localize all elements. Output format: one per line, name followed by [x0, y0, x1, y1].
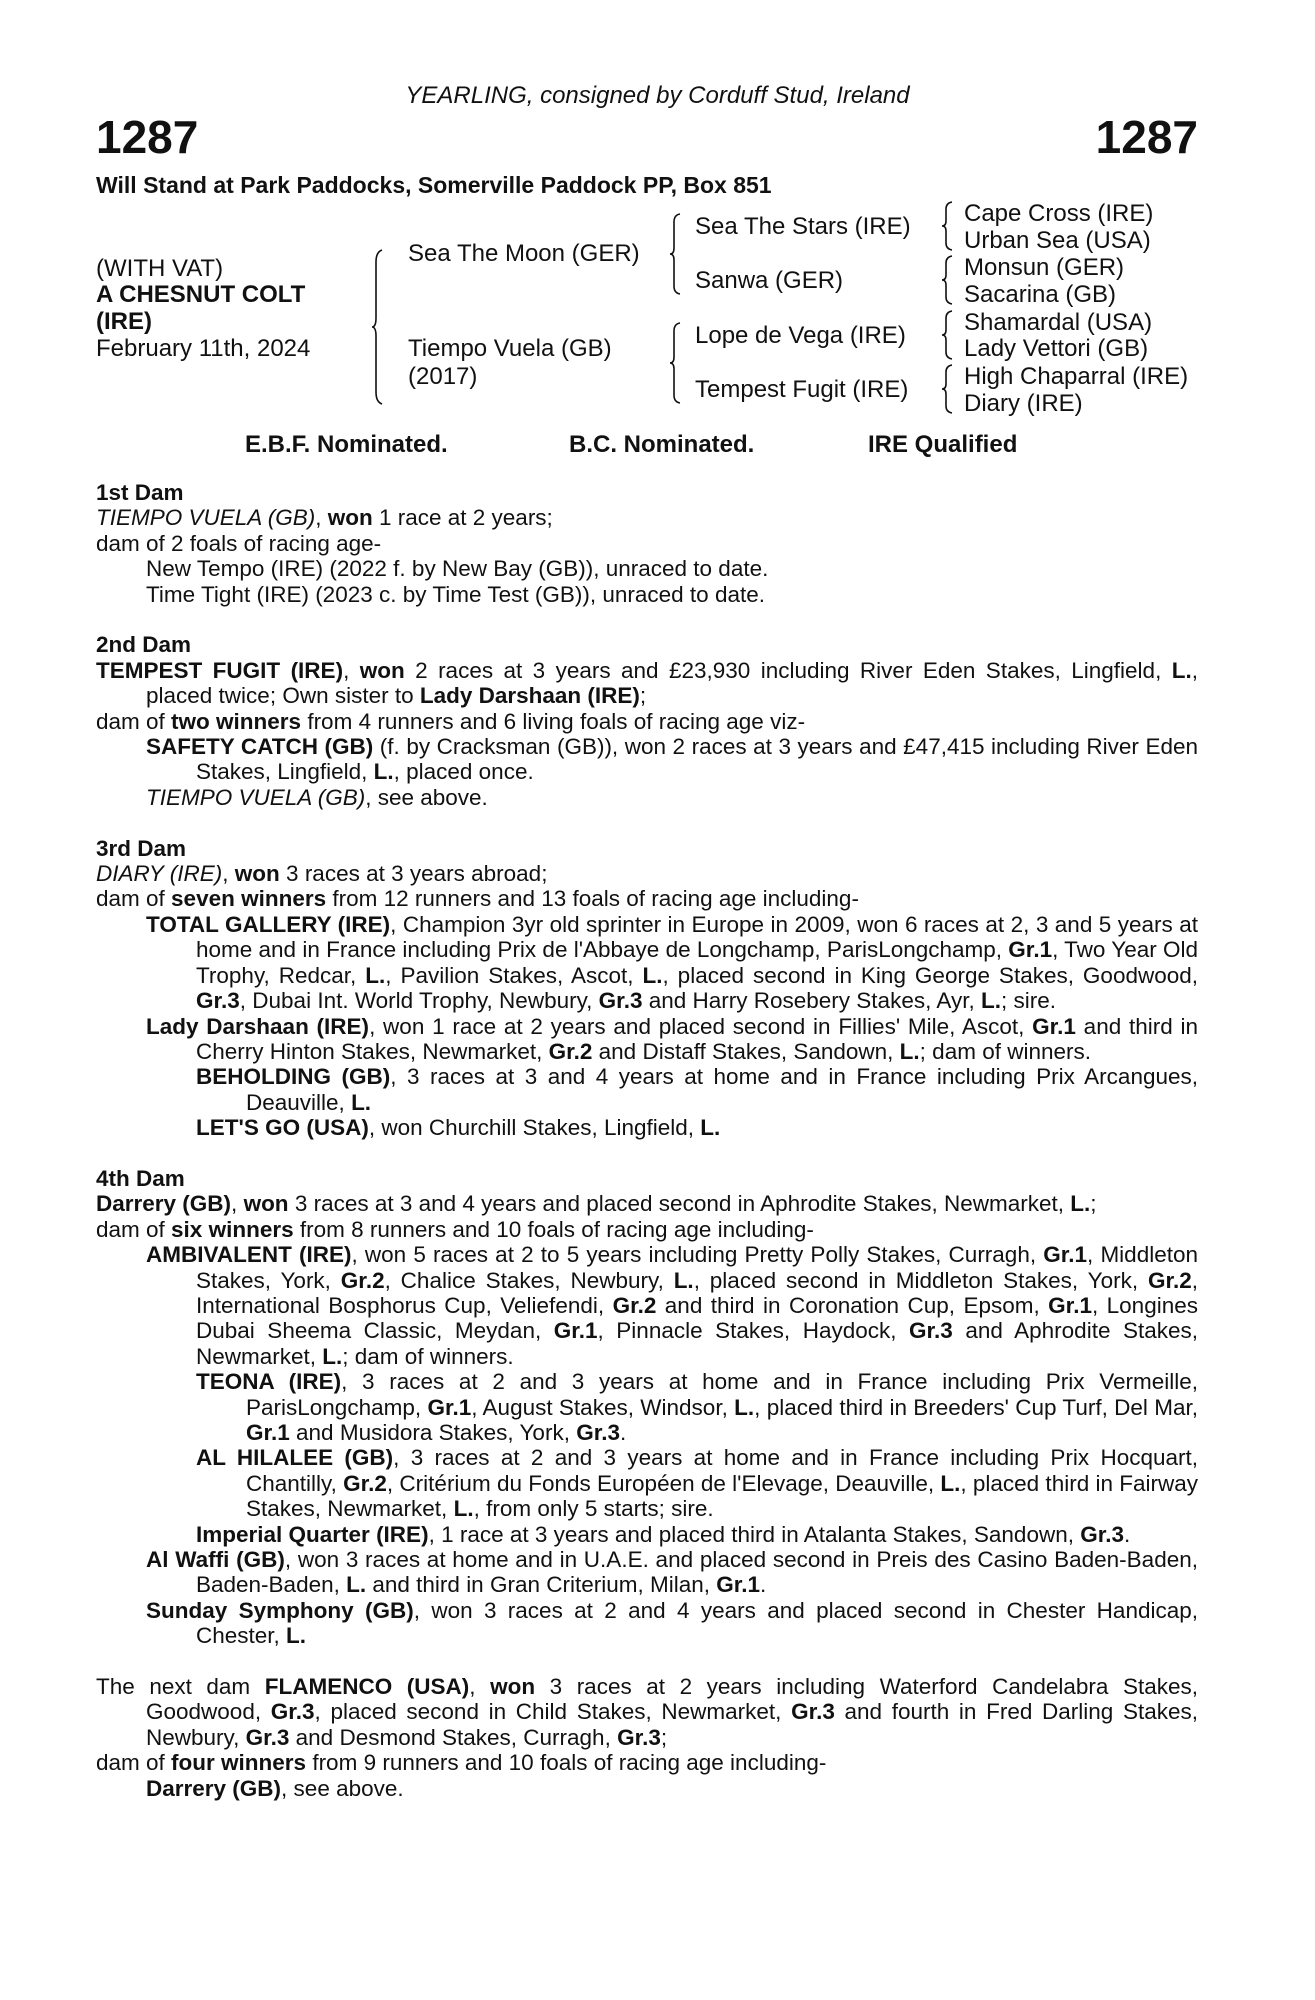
text: (f. by Cracksman (GB)), won 2 races at 3 years and £47,415 including River Eden Stakes, Lingfield,	[196, 734, 1198, 785]
text: dam of 2 foals of racing age-	[96, 530, 382, 556]
stand-location: Will Stand at Park Paddocks, Somerville Paddock PP, Box 851	[96, 172, 772, 198]
pedigree-paragraph	[96, 1750, 1198, 1775]
text: and Aphrodite Stakes, Newmarket,	[196, 1318, 1199, 1369]
text: , placed second in Middleton Stakes, York,	[693, 1267, 1148, 1293]
brace-icon	[372, 250, 386, 404]
sire: Sea The Moon (GER)	[408, 240, 640, 267]
bold-text: L.	[351, 1089, 372, 1115]
text: from 4 runners and 6 living foals of racing age viz-	[301, 708, 806, 734]
text: and fourth in Fred Darling Stakes, Newbury,	[146, 1699, 1198, 1750]
text: ,	[315, 505, 328, 531]
pedigree-paragraph	[96, 861, 1198, 886]
bold-text: Gr.1	[1032, 1013, 1076, 1039]
pedigree-paragraph	[96, 1217, 1198, 1242]
text: dam of	[96, 1216, 172, 1242]
bold-text: BEHOLDING (GB)	[196, 1064, 391, 1090]
text: ;	[1090, 1191, 1097, 1217]
text: , won 3 races at home and in U.A.E. and placed second in Preis des Casino Baden-Baden, Baden-Baden,	[196, 1547, 1198, 1598]
pedigree-paragraph	[96, 1674, 1198, 1750]
bold-text: Gr.1	[246, 1419, 290, 1445]
dam-section	[96, 1166, 1198, 1649]
bold-text: Gr.2	[343, 1470, 387, 1496]
pedigree-paragraph	[96, 505, 1198, 530]
pedigree-paragraph	[96, 709, 1198, 734]
bold-text: Gr.2	[612, 1292, 657, 1318]
bold-text: L.	[734, 1394, 755, 1420]
italic-text: TIEMPO VUELA (GB)	[146, 784, 366, 810]
lot-number-left: 1287	[96, 111, 199, 163]
bold-text: Darrery (GB)	[96, 1191, 232, 1217]
brace-icon	[942, 311, 954, 359]
bold-text: Gr.3	[270, 1699, 315, 1725]
text: , Middleton Stakes, York,	[196, 1242, 1198, 1293]
pedigree-paragraph	[96, 785, 1198, 810]
text: , placed third in Fairway Stakes, Newmarket,	[246, 1470, 1199, 1522]
pedigree-paragraph	[96, 734, 1198, 785]
bold-text: SAFETY CATCH (GB)	[146, 734, 374, 760]
text: .	[1124, 1521, 1131, 1547]
bold-text: TOTAL GALLERY (IRE)	[146, 911, 391, 937]
text: ;	[660, 1724, 668, 1750]
text: , 3 races at 3 and 4 years at home and in France including Prix Arcangues, Deauville,	[246, 1064, 1198, 1115]
great-grandparent: High Chaparral (IRE)	[964, 363, 1189, 390]
text: 1 race at 2 years;	[372, 505, 553, 531]
pedigree-paragraph	[96, 1445, 1198, 1521]
bold-text: Gr.3	[196, 988, 240, 1014]
bold-text: L.	[940, 1470, 961, 1496]
bold-text: L.	[1171, 657, 1192, 683]
bold-text: L.	[373, 759, 394, 785]
pedigree-paragraph	[96, 556, 1198, 581]
great-grandparent: Cape Cross (IRE)	[964, 200, 1154, 227]
dam-sire: Lope de Vega (IRE)	[695, 322, 906, 349]
dam-year: (2017)	[408, 363, 478, 390]
foaling-date: February 11th, 2024	[96, 335, 311, 362]
text: Time Tight (IRE) (2023 c. by Time Test (GB)), unraced to date.	[146, 581, 765, 607]
bold-text: Gr.2	[548, 1038, 593, 1064]
sire-sire: Sea The Stars (IRE)	[695, 213, 911, 240]
pedigree-paragraph	[96, 1598, 1198, 1649]
great-grandparent: Diary (IRE)	[964, 390, 1083, 417]
bold-text: LET'S GO (USA)	[196, 1115, 369, 1141]
text: ; dam of winners.	[342, 1343, 514, 1369]
text: , Longines Dubai Sheema Classic, Meydan,	[196, 1292, 1198, 1344]
text: from 9 runners and 10 foals of racing age including-	[306, 1750, 827, 1776]
bold-text: won	[490, 1674, 536, 1700]
bold-text: AMBIVALENT (IRE)	[146, 1242, 352, 1268]
bold-text: L.	[700, 1115, 721, 1141]
pedigree-paragraph	[96, 912, 1198, 1014]
vat-label: (WITH VAT)	[96, 255, 224, 282]
dam: Tiempo Vuela (GB)	[408, 335, 612, 362]
bold-text: L.	[899, 1038, 920, 1064]
ebf-nomination: E.B.F. Nominated.	[245, 431, 448, 458]
text: , see above.	[281, 1775, 404, 1801]
bold-text: won	[359, 657, 405, 683]
pedigree-paragraph	[96, 1242, 1198, 1369]
bold-text: L.	[673, 1267, 694, 1293]
text: ,	[343, 657, 360, 683]
great-grandparent: Monsun (GER)	[964, 254, 1125, 281]
text: from 12 runners and 13 foals of racing age including-	[326, 886, 859, 912]
bold-text: Gr.3	[909, 1318, 953, 1344]
pedigree-paragraph	[96, 531, 1198, 556]
text: , placed third in Breeders' Cup Turf, Del Mar,	[754, 1394, 1198, 1420]
bold-text: won	[243, 1191, 289, 1217]
bold-text: FLAMENCO (USA)	[264, 1674, 470, 1700]
brace-icon	[670, 323, 682, 403]
bold-text: Gr.2	[340, 1267, 385, 1293]
text: , from only 5 starts; sire.	[473, 1496, 714, 1522]
text: , won Churchill Stakes, Lingfield,	[368, 1115, 701, 1141]
bold-text: L.	[642, 962, 663, 988]
text: The next dam	[96, 1674, 265, 1700]
bold-text: Gr.1	[553, 1318, 598, 1344]
bold-text: L.	[980, 988, 1001, 1014]
text: and Harry Rosebery Stakes, Ayr,	[642, 988, 981, 1014]
text: ; sire.	[1000, 988, 1056, 1014]
text: ,	[222, 861, 235, 887]
bold-text: Gr.1	[427, 1394, 472, 1420]
text: , placed once.	[393, 759, 534, 785]
brace-icon	[942, 256, 954, 304]
dam-section	[96, 1674, 1198, 1801]
text: , won 5 races at 2 to 5 years including Pretty Polly Stakes, Curragh,	[351, 1242, 1044, 1268]
brace-icon	[942, 202, 954, 250]
pedigree-paragraph	[96, 886, 1198, 911]
horse-description: A CHESNUT COLT	[96, 281, 306, 308]
pedigree-paragraph	[96, 1776, 1198, 1801]
text: from 8 runners and 10 foals of racing age including-	[293, 1216, 814, 1242]
bold-text: Lady Darshaan (IRE)	[419, 683, 640, 709]
text: , placed second in Child Stakes, Newmarket,	[314, 1699, 792, 1725]
bold-text: L.	[346, 1572, 367, 1598]
bold-text: four winners	[171, 1750, 307, 1776]
bold-text: Gr.3	[598, 988, 643, 1014]
great-grandparent: Lady Vettori (GB)	[964, 335, 1149, 362]
bold-text: won	[234, 861, 280, 887]
bold-text: Darrery (GB)	[146, 1775, 282, 1801]
text: 2 races at 3 years and £23,930 including River Eden Stakes, Lingfield,	[404, 657, 1172, 683]
bold-text: TEONA (IRE)	[196, 1369, 342, 1395]
text: and third in Gran Criterium, Milan,	[366, 1572, 717, 1598]
great-grandparent: Sacarina (GB)	[964, 281, 1117, 308]
text: , International Bosphorus Cup, Veliefendi,	[196, 1267, 1198, 1318]
text: ,	[231, 1191, 244, 1217]
text: , Pinnacle Stakes, Haydock,	[597, 1318, 910, 1344]
bold-text: Al Waffi (GB)	[146, 1547, 285, 1573]
bold-text: L.	[365, 962, 386, 988]
consignment-header: YEARLING, consigned by Corduff Stud, Ireland	[405, 82, 910, 109]
text: , 1 race at 3 years and placed third in Atalanta Stakes, Sandown,	[428, 1521, 1081, 1547]
text: and third in Cherry Hinton Stakes, Newmarket,	[196, 1013, 1199, 1064]
section-title: 4th Dam	[96, 1165, 185, 1191]
bold-text: AL HILALEE (GB)	[196, 1445, 394, 1471]
text: , Pavilion Stakes, Ascot,	[385, 962, 643, 988]
text: ; dam of winners.	[919, 1038, 1091, 1064]
bc-nomination: B.C. Nominated.	[569, 431, 755, 458]
text: , won 1 race at 2 years and placed second in Fillies' Mile, Ascot,	[369, 1013, 1033, 1039]
bold-text: six winners	[171, 1216, 294, 1242]
pedigree-paragraph	[96, 1191, 1198, 1216]
bold-text: TEMPEST FUGIT (IRE)	[96, 657, 344, 683]
brace-icon	[942, 365, 954, 413]
bold-text: Gr.3	[617, 1724, 661, 1750]
text: ,	[469, 1674, 491, 1700]
pedigree-paragraph	[96, 1547, 1198, 1598]
great-grandparent: Shamardal (USA)	[964, 309, 1153, 336]
bold-text: Gr.3	[791, 1699, 835, 1725]
horse-origin: (IRE)	[96, 308, 152, 335]
italic-text: DIARY (IRE)	[96, 861, 223, 887]
pedigree-paragraph	[96, 1115, 1198, 1140]
bold-text: Gr.3	[1080, 1521, 1124, 1547]
bold-text: L.	[322, 1343, 343, 1369]
bold-text: L.	[1070, 1191, 1091, 1217]
pedigree-paragraph	[96, 1064, 1198, 1115]
text: and Desmond Stakes, Curragh,	[289, 1724, 618, 1750]
text: , see above.	[365, 784, 488, 810]
text: and Musidora Stakes, York,	[289, 1419, 577, 1445]
text: , August Stakes, Windsor,	[471, 1394, 735, 1420]
bold-text: L.	[453, 1496, 474, 1522]
text: .	[619, 1419, 627, 1445]
text: and third in Coronation Cup, Epsom,	[656, 1292, 1049, 1318]
pedigree-paragraph	[96, 658, 1198, 709]
text: , Two Year Old Trophy, Redcar,	[196, 937, 1199, 988]
bold-text: Sunday Symphony (GB)	[146, 1597, 414, 1623]
bold-text: won	[327, 505, 373, 531]
text: 3 races at 2 years including Waterford Candelabra Stakes, Goodwood,	[146, 1674, 1198, 1725]
pedigree-paragraph	[96, 1369, 1198, 1445]
bold-text: seven winners	[171, 886, 327, 912]
dam-section	[96, 632, 1198, 810]
section-title: 2nd Dam	[96, 632, 192, 658]
text: dam of	[96, 1750, 172, 1776]
italic-text: TIEMPO VUELA (GB)	[96, 505, 316, 531]
bold-text: Gr.1	[1043, 1242, 1088, 1268]
dam-line-body	[96, 480, 1198, 1826]
text: 3 races at 3 and 4 years and placed second in Aphrodite Stakes, Newmarket,	[288, 1191, 1071, 1217]
section-title: 1st Dam	[96, 480, 184, 505]
text: and Distaff Stakes, Sandown,	[592, 1038, 900, 1064]
dam-section	[96, 836, 1198, 1141]
bold-text: Gr.1	[1048, 1292, 1092, 1318]
bold-text: two winners	[171, 708, 302, 734]
bold-text: Gr.3	[576, 1419, 620, 1445]
text: .	[760, 1572, 767, 1598]
pedigree-paragraph	[96, 1014, 1198, 1065]
text: , placed twice; Own sister to	[146, 657, 1198, 709]
sire-dam: Sanwa (GER)	[695, 267, 844, 294]
section-title: 3rd Dam	[96, 835, 187, 861]
text: ;	[639, 683, 647, 709]
text: dam of	[96, 708, 172, 734]
bold-text: L.	[286, 1623, 307, 1649]
bold-text: Gr.2	[1147, 1267, 1192, 1293]
text: , Champion 3yr old sprinter in Europe in 2009, won 6 races at 2, 3 and 5 years at home and in France including Prix de l'Abbaye de Longchamp, ParisLongchamp,	[196, 911, 1198, 963]
text: New Tempo (IRE) (2022 f. by New Bay (GB)), unraced to date.	[146, 556, 769, 582]
brace-icon	[670, 214, 682, 294]
dam-dam: Tempest Fugit (IRE)	[695, 376, 909, 403]
pedigree-paragraph	[96, 1522, 1198, 1547]
text: 3 races at 3 years abroad;	[279, 861, 548, 887]
ire-qualification: IRE Qualified	[868, 431, 1018, 458]
text: dam of	[96, 886, 172, 912]
text: , placed second in King George Stakes, Goodwood,	[662, 962, 1199, 988]
bold-text: Gr.1	[716, 1572, 761, 1598]
dam-section	[96, 480, 1198, 607]
text: , Chalice Stakes, Newbury,	[384, 1267, 674, 1293]
great-grandparent: Urban Sea (USA)	[964, 227, 1151, 254]
text: , Critérium du Fonds Européen de l'Elevage, Deauville,	[386, 1470, 941, 1496]
bold-text: Gr.3	[245, 1724, 290, 1750]
text: , Dubai Int. World Trophy, Newbury,	[239, 988, 599, 1014]
bold-text: Lady Darshaan (IRE)	[146, 1013, 370, 1039]
text: , 3 races at 2 and 3 years at home and in France including Prix Vermeille, ParisLongchamp,	[246, 1369, 1198, 1420]
text: , won 3 races at 2 and 4 years and placed second in Chester Handicap, Chester,	[196, 1597, 1198, 1649]
pedigree-paragraph	[96, 582, 1198, 607]
text: , 3 races at 2 and 3 years at home and in France including Prix Hocquart, Chantilly,	[246, 1445, 1199, 1496]
bold-text: Gr.1	[1008, 937, 1053, 963]
bold-text: Imperial Quarter (IRE)	[196, 1521, 429, 1547]
lot-number-right: 1287	[1095, 111, 1198, 163]
